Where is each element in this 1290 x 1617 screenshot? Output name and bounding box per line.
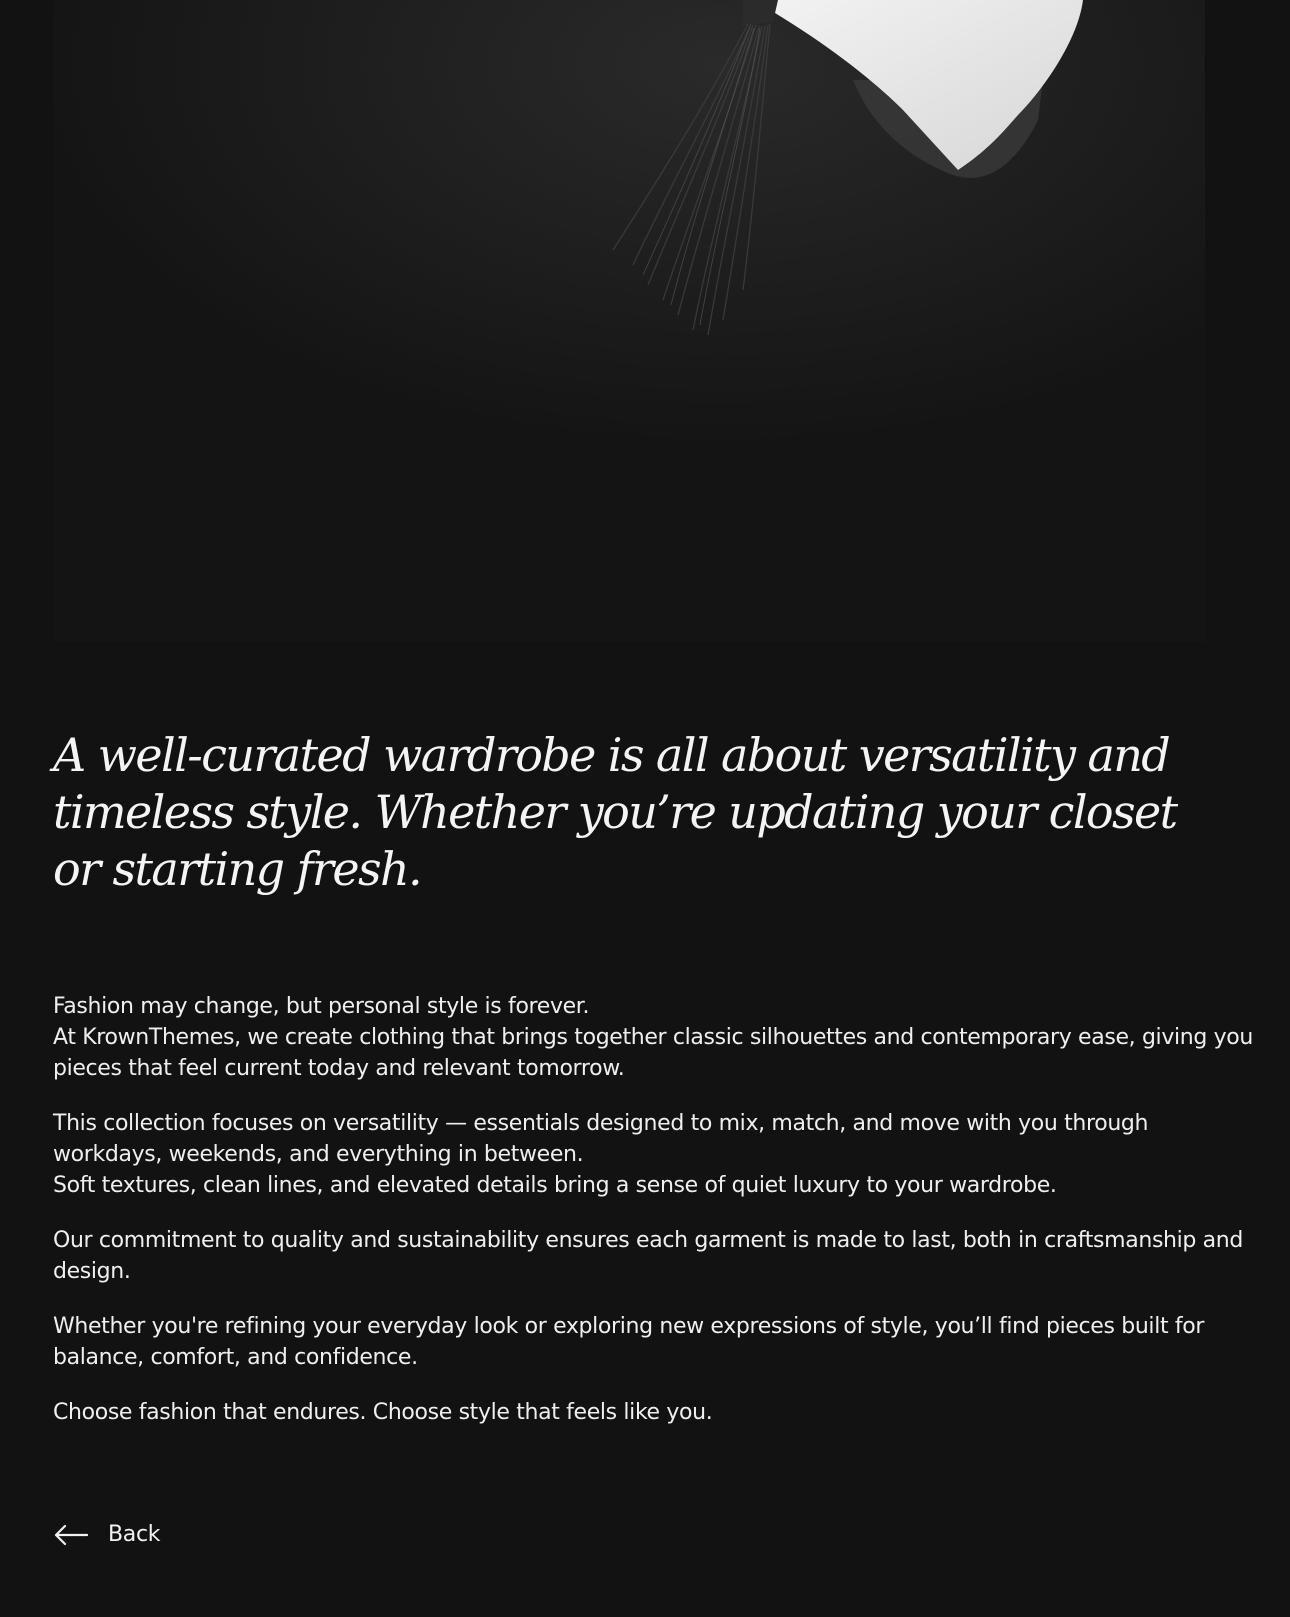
paragraph bbox=[53, 1108, 1253, 1201]
back-label: Back bbox=[108, 1522, 161, 1547]
arrow-left-icon bbox=[53, 1524, 88, 1546]
paragraph bbox=[53, 1225, 1253, 1287]
paragraph-line: Fashion may change, but personal style is forever. bbox=[53, 994, 590, 1019]
paragraph-line: This collection focuses on versatility — essentials designed to mix, match, and move with you through workdays, weekends, and everything in between. bbox=[53, 1111, 1149, 1167]
paragraph-line: Choose fashion that endures. Choose style that feels like you. bbox=[53, 1400, 713, 1425]
article-body bbox=[53, 991, 1253, 1452]
paragraph-line: Whether you're refining your everyday look or exploring new expressions of style, you’ll find pieces built for balance, comfort, and confidence. bbox=[53, 1314, 1205, 1370]
paragraph bbox=[53, 1397, 1253, 1428]
paragraph-line: At KrownThemes, we create clothing that brings together classic silhouettes and contemporary ease, giving you pieces that feel current today and relevant tomorrow. bbox=[53, 1025, 1253, 1081]
paragraph-line: Soft textures, clean lines, and elevated details bring a sense of quiet luxury to your wardrobe. bbox=[53, 1173, 1057, 1198]
paragraph-line: Our commitment to quality and sustainability ensures each garment is made to last, both in craftsmanship and design. bbox=[53, 1228, 1244, 1284]
hero-image bbox=[53, 0, 1205, 642]
paragraph bbox=[53, 1311, 1253, 1373]
page-quote-heading: A well-curated wardrobe is all about versatility and timeless style. Whether you’re updating your closet or starting fresh. bbox=[53, 728, 1177, 896]
back-link[interactable] bbox=[53, 1522, 160, 1547]
tassel-photo-icon bbox=[53, 0, 1205, 642]
paragraph bbox=[53, 991, 1253, 1084]
